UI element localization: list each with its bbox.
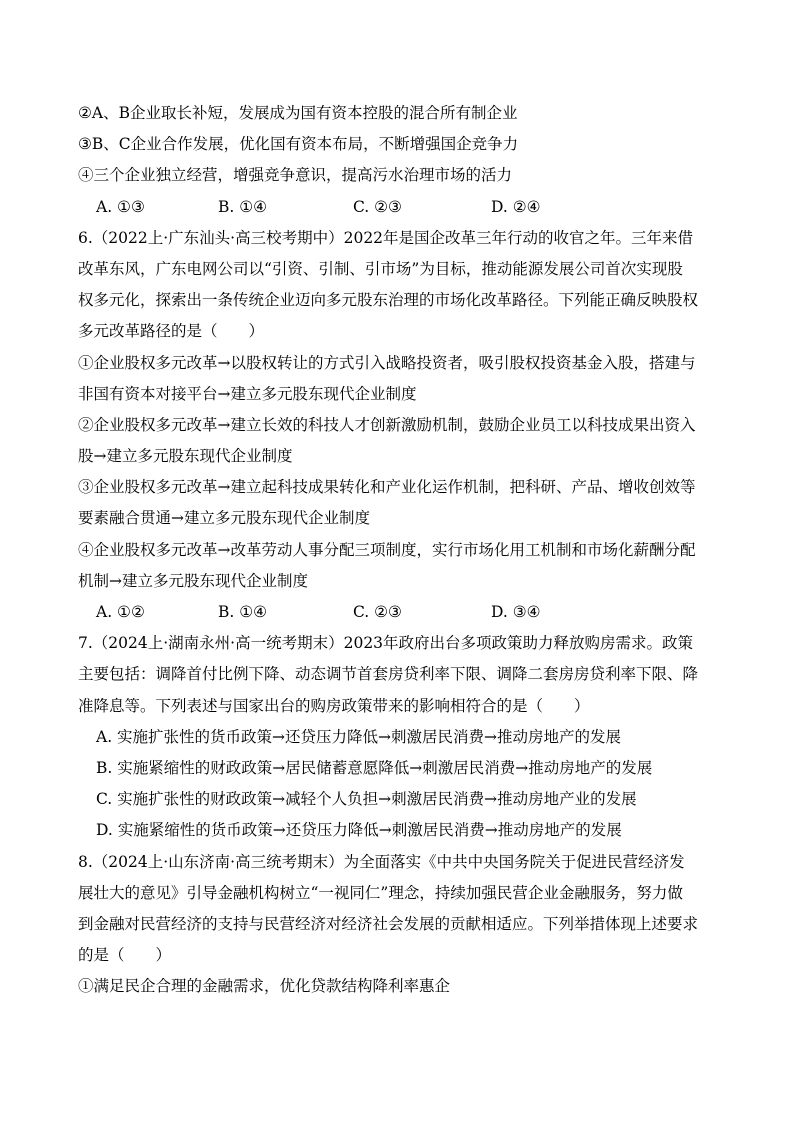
q6-choice-a: A. ①② (96, 603, 145, 621)
exam-page (78, 98, 718, 1002)
q6-statements (78, 348, 718, 598)
q6-statement-line: ①企业股权多元改革→以股权转让的方式引入战略投资者，吸引股权投资基金入股，搭建与 (78, 353, 696, 372)
q7-option-d: D. 实施紧缩性的货币政策→还贷压力降低→刺激居民消费→推动房地产的发展 (96, 821, 622, 840)
q5-choice-d: D. ②④ (491, 197, 541, 216)
q8-stem-line: 到金融对民营经济的支持与民营经济对经济社会发展的贡献相适应。下列举措体现上述要求 (78, 914, 699, 933)
q6-statement-line: ④企业股权多元改革→改革劳动人事分配三项制度，实行市场化用工机制和市场化薪酬分配 (78, 540, 696, 559)
q6-statement-line: 股→建立多元股东现代企业制度 (78, 447, 293, 466)
q6-choice-c: C. ②③ (353, 603, 402, 621)
q6-choice-b: B. ①④ (218, 603, 268, 621)
q7-options (78, 722, 718, 847)
q6-choice-d: D. ③④ (491, 603, 541, 621)
q5-statements (78, 98, 718, 192)
q6-stem-line: 权多元化，探索出一条传统企业迈向多元股东治理的市场化改革路径。下列能正确反映股权 (78, 291, 699, 310)
q6-statement-line: ②企业股权多元改革→建立长效的科技人才创新激励机制，鼓励企业员工以科技成果出资入 (78, 415, 696, 434)
q6-stem-line: 多元改革路径的是（ ） (78, 322, 265, 341)
q8-stem-line: 展壮大的意见》引导金融机构树立“一视同仁”理念，持续加强民营企业金融服务，努力做 (78, 883, 683, 902)
q7-option-b: B. 实施紧缩性的财政政策→居民储蓄意愿降低→刺激居民消费→推动房地产的发展 (96, 758, 653, 777)
q6-statement-line: ③企业股权多元改革→建立起科技成果转化和产业化运作机制，把科研、产品、增收创效等 (78, 478, 696, 497)
q8-statement-line: ①满足民企合理的金融需求，优化贷款结构降利率惠企 (78, 977, 451, 996)
q6-choices (78, 597, 718, 628)
q7-stem-line: 准降息等。下列表述与国家出台的购房政策带来的影响相符合的是（ ） (78, 696, 590, 715)
q8-stem (78, 847, 718, 972)
q7-option-a: A. 实施扩张性的货币政策→还贷压力降低→刺激居民消费→推动房地产的发展 (96, 727, 622, 746)
q6-stem-line: 改革东风，广东电网公司以“引资、引制、引市场”为目标，推动能源发展公司首次实现股 (78, 259, 683, 278)
q5-choice-a: A. ①③ (96, 197, 145, 216)
q7-stem-line: 7.（2024上·湖南永州·高一统考期末）2023年政府出台多项政策助力释放购房需求。政策 (78, 634, 694, 653)
q7-stem (78, 628, 718, 722)
q5-choice-b: B. ①④ (218, 197, 268, 216)
q5-statement-3: ③B、C企业合作发展，优化国有资本布局，不断增强国企竞争力 (78, 135, 519, 154)
q7-stem-line: 主要包括：调降首付比例下降、动态调节首套房贷利率下限、调降二套房房贷利率下限、降 (78, 665, 699, 684)
q8-stem-line: 8.（2024上·山东济南·高三统考期末）为全面落实《中共中央国务院关于促进民营经济发 (78, 852, 685, 871)
q8-stem-line: 的是（ ） (78, 946, 172, 965)
q6-statement-line: 机制→建立多元股东现代企业制度 (78, 571, 308, 590)
q5-choices (78, 192, 718, 223)
q5-statement-2: ②A、B企业取长补短，发展成为国有资本控股的混合所有制企业 (78, 104, 518, 122)
q6-stem (78, 223, 718, 348)
q8-statements (78, 971, 718, 1002)
q6-statement-line: 非国有资本对接平台→建立多元股东现代企业制度 (78, 384, 417, 403)
q7-option-c: C. 实施扩张性的财政政策→减轻个人负担→刺激居民消费→推动房地产业的发展 (96, 790, 637, 809)
q6-statement-line: 要素融合贯通→建立多元股东现代企业制度 (78, 509, 370, 528)
q5-statement-4: ④三个企业独立经营，增强竞争意识，提高污水治理市场的活力 (78, 166, 513, 185)
q6-stem-line: 6.（2022上·广东汕头·高三校考期中）2022年是国企改革三年行动的收官之年。三年来借 (78, 228, 694, 247)
q5-choice-c: C. ②③ (353, 197, 402, 216)
